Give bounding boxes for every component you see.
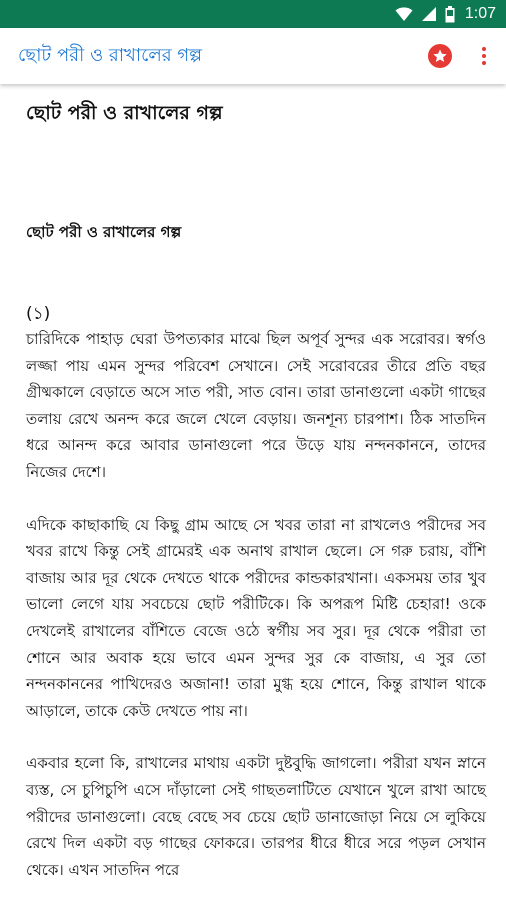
- status-bar: [0, 0, 506, 28]
- app-title: ছোট পরী ও রাখালের গল্প: [18, 44, 202, 66]
- app-bar: [0, 28, 506, 84]
- paragraph: চারিদিকে পাহাড় ঘেরা উপত্যকার মাঝে ছিল অপূর্ব সুন্দর এক সরোবর। স্বর্গও লজ্জা পায় এমন সুন্দর পরিবেশ সেখানে। সেই সরোবরের তীরে প্রতি বছর গ্রীষ্মকালে বেড়াতে অসে সাত পরী, সাত বোন। তারা ডানাগুলো একটা গাছের তলায় রেখে অনন্দ করে জলে খেলে বেড়ায়। জনশূন্য চারপাশ। ঠিক সাতদিন ধরে আনন্দ করে আবার ডানাগুলো পরে উড়ে যায় নন্দনকাননে, তাদের নিজের দেশে।: [26, 330, 486, 481]
- article-subheading: ছোট পরী ও রাখালের গল্প: [26, 223, 182, 241]
- paragraph: এদিকে কাছাকাছি যে কিছু গ্রাম আছে সে খবর তারা না রাখলেও পরীদের সব খবর রাখে কিন্তু সেই গ্রামেরই এক অনাথ রাখাল ছেলে। সে গরু চরায়, বাঁশি বাজায় আর দূর থেকে দেখতে থাকে পরীদের কান্ডকারখানা। একসময় তার খুব ভালো লেগে যায় সবচেয়ে ছোট পরীটিকে। কি অপরূপ মিষ্টি চেহারা! ওকে দেখলেই রাখালের বাঁশিতে বেজে ওঠে স্বর্গীয় সব সুর। দূর থেকে পরীরা তা শোনে আর অবাক হয়ে ভাবে এমন সুন্দর সুর কে বাজায়, এ সুর তো নন্দনকাননের পাখিদেরও অজানা! তারা মুগ্ধ হয়ে শোনে, কিন্তু রাখাল থাকে আড়ালে, তাকে কেউ দেখতে পায় না।: [26, 515, 486, 720]
- favorite-icon[interactable]: [428, 44, 452, 68]
- more-vert-icon[interactable]: [476, 44, 492, 68]
- wifi-icon: [395, 6, 413, 22]
- paragraph: একবার হলো কি, রাখালের মাথায় একটা দুষ্টবুদ্ধি জাগলো। পরীরা যখন স্নানে ব্যস্ত, সে চুপিচুপি এসে দাঁড়ালো সেই গাছতলাটিতে যেখানে খুলে রাখা আছে পরীদের ডানাগুলো। বেছে বেছে সব চেয়ে ছোট ডানাজোড়া নিয়ে সে লুকিয়ে রেখে দিল একটা বড় গাছের ফোকরে। তারপর ধীরে ধীরে সরে পড়ল সেখান থেকে। এখন সাতদিন পরে: [26, 754, 486, 879]
- article-heading: ছোট পরী ও রাখালের গল্প: [26, 102, 223, 124]
- battery-icon: [445, 6, 455, 23]
- article-content: [0, 84, 506, 900]
- signal-icon: [421, 6, 437, 22]
- section-number: (১): [26, 304, 51, 324]
- status-time: 1:07: [464, 5, 496, 22]
